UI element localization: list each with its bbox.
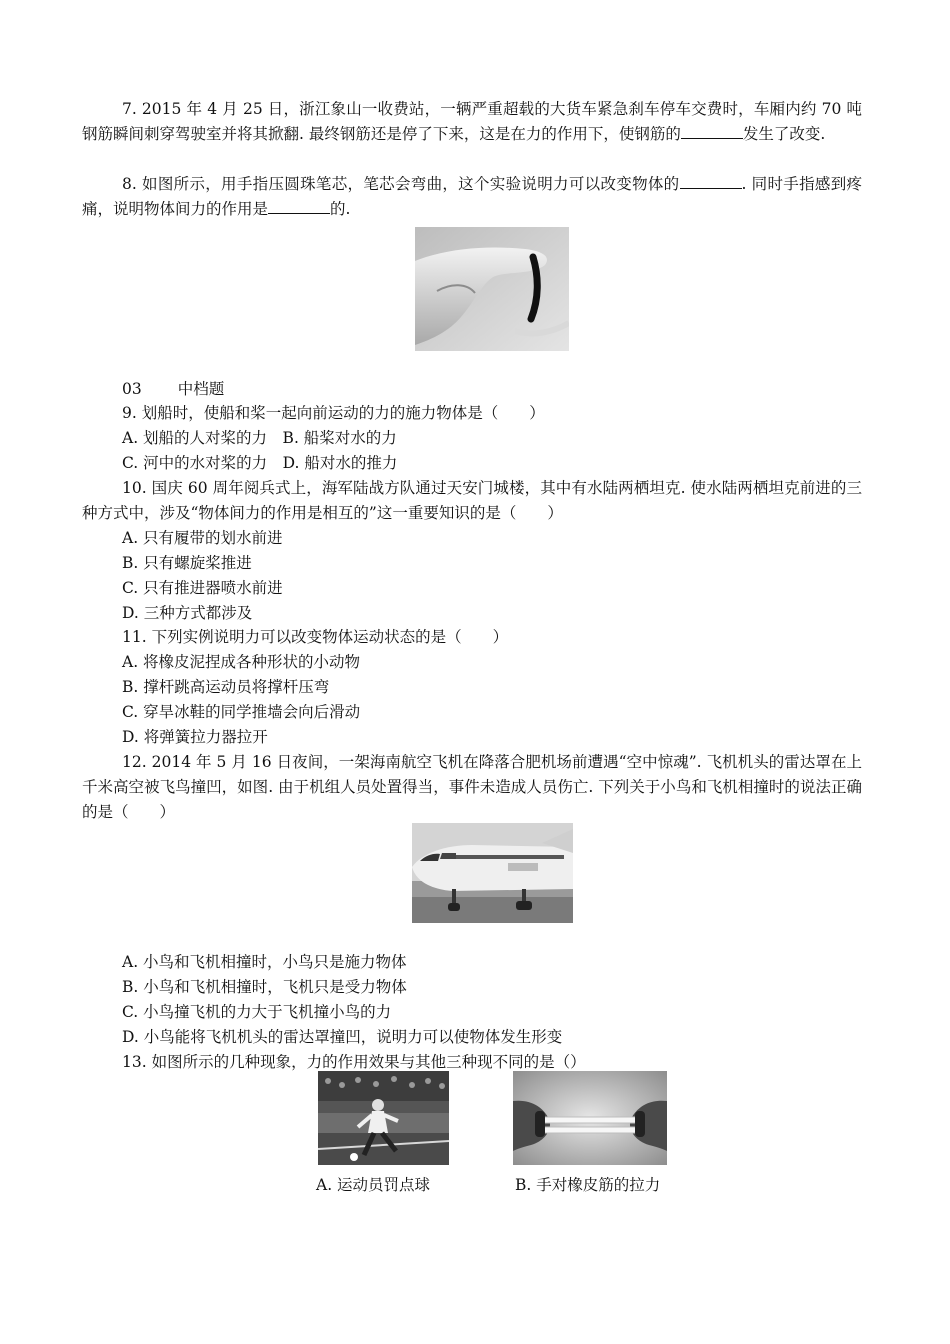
question-11-stem: 11. 下列实例说明力可以改变物体运动状态的是（ ） bbox=[122, 628, 509, 646]
rubber-band-photo bbox=[513, 1071, 667, 1165]
question-10-stem: 10. 国庆 60 周年阅兵式上，海军陆战方队通过天安门城楼，其中有水陆两栖坦克. 使水陆两栖坦克前进的三种方式中，涉及“物体间力的作用是相互的”这一重要知识的是（ ） bbox=[82, 479, 862, 522]
question-7 bbox=[82, 97, 862, 147]
figure-a-caption: A. 运动员罚点球 bbox=[316, 1176, 431, 1194]
question-8-text-middle: . 同时手指感到疼痛，说明物体间力的作用是 bbox=[82, 175, 863, 218]
question-12-option-a: A. 小鸟和飞机相撞时，小鸟只是施力物体 bbox=[122, 953, 407, 971]
question-12-option-d: D. 小鸟能将飞机机头的雷达罩撞凹，说明力可以使物体发生形变 bbox=[122, 1028, 563, 1046]
question-10-option-d: D. 三种方式都涉及 bbox=[122, 604, 253, 622]
question-12-option-b: B. 小鸟和飞机相撞时，飞机只是受力物体 bbox=[122, 978, 407, 996]
question-11-option-a: A. 将橡皮泥捏成各种形状的小动物 bbox=[122, 653, 361, 671]
question-10-option-a: A. 只有履带的划水前进 bbox=[122, 529, 283, 547]
question-9-stem: 9. 划船时，使船和桨一起向前运动的力的施力物体是（ ） bbox=[122, 404, 545, 422]
question-12-option-c: C. 小鸟撞飞机的力大于飞机撞小鸟的力 bbox=[122, 1003, 392, 1021]
question-10-option-c: C. 只有推进器喷水前进 bbox=[122, 579, 283, 597]
penalty-kick-photo bbox=[318, 1071, 449, 1165]
question-8-text: 8. 如图所示，用手指压圆珠笔芯，笔芯会弯曲，这个实验说明力可以改变物体的 bbox=[122, 175, 680, 193]
question-9-options-row2: C. 河中的水对桨的力 D. 船对水的推力 bbox=[122, 454, 398, 472]
question-8-text-end: 的. bbox=[330, 200, 351, 218]
figure-b-caption: B. 手对橡皮筋的拉力 bbox=[515, 1176, 661, 1194]
section-title: 中档题 bbox=[177, 380, 225, 398]
answer-blank[interactable] bbox=[681, 122, 743, 139]
question-11-option-d: D. 将弹簧拉力器拉开 bbox=[122, 728, 268, 746]
question-12-stem: 12. 2014 年 5 月 16 日夜间，一架海南航空飞机在降落合肥机场前遭遇“空中惊魂”. 飞机机头的雷达罩在上千米高空被飞鸟撞凹，如图. 由于机组人员处置得当，事件未造成人员伤亡. 下列关于小鸟和飞机相撞时的说法正确的是（ ） bbox=[82, 753, 862, 821]
question-10-option-b: B. 只有螺旋桨推进 bbox=[122, 554, 252, 572]
section-header bbox=[122, 377, 224, 402]
question-11-option-c: C. 穿旱冰鞋的同学推墙会向后滑动 bbox=[122, 703, 361, 721]
question-8 bbox=[82, 172, 862, 222]
finger-pen-refill-photo bbox=[415, 227, 569, 351]
question-7-text: 7. 2015 年 4 月 25 日，浙江象山一收费站，一辆严重超载的大货车紧急刹车停车交费时，车厢内约 70 吨钢筋瞬间刺穿驾驶室并将其掀翻. 最终钢筋还是停了下来，这是在力的作用下，使钢筋的 bbox=[82, 100, 862, 143]
question-13-stem: 13. 如图所示的几种现象，力的作用效果与其他三种现不同的是（） bbox=[122, 1053, 586, 1071]
section-number: 03 bbox=[122, 380, 142, 398]
question-9-options-row1: A. 划船的人对桨的力 B. 船桨对水的力 bbox=[122, 429, 397, 447]
question-7-text-end: 发生了改变. bbox=[742, 125, 826, 143]
answer-blank[interactable] bbox=[680, 172, 742, 189]
airplane-photo bbox=[412, 823, 573, 923]
answer-blank[interactable] bbox=[268, 197, 330, 214]
question-11-option-b: B. 撑杆跳高运动员将撑杆压弯 bbox=[122, 678, 330, 696]
